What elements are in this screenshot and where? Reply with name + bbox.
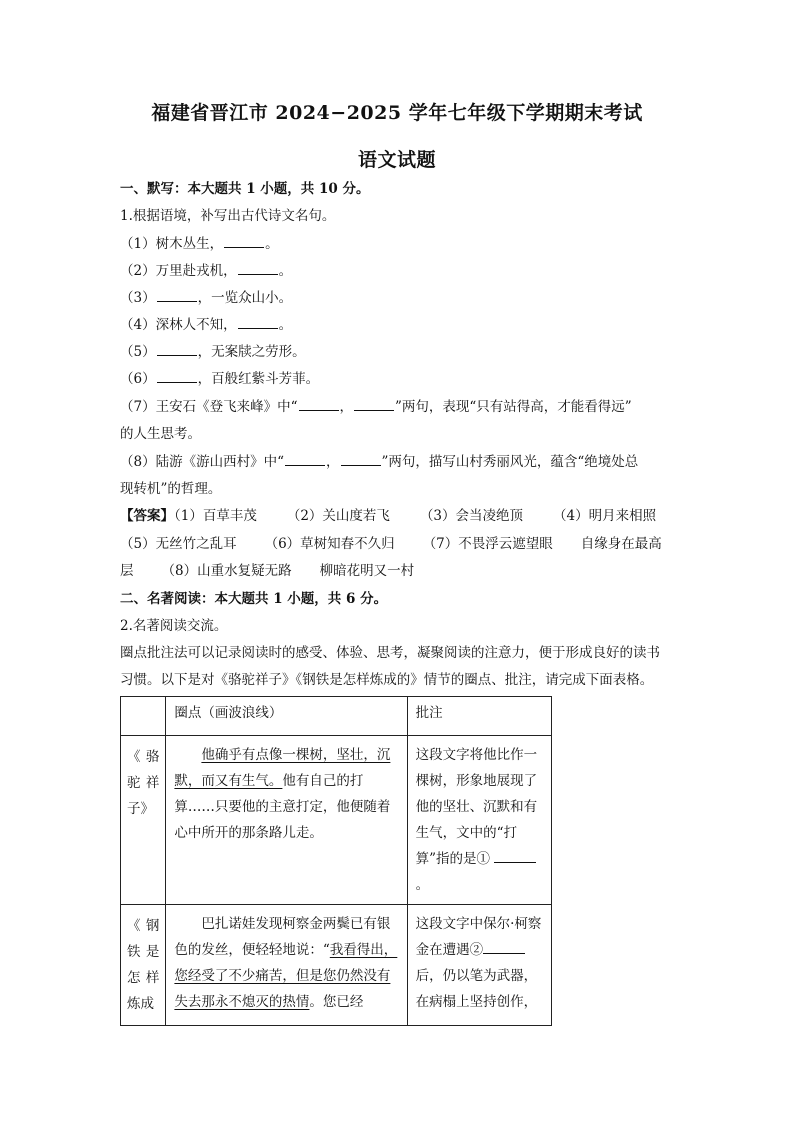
annotation-text: 后，仍以笔为武器，在病榻上坚持创作， (415, 968, 538, 1010)
q1-item-6 (120, 370, 319, 388)
answer-blank (157, 370, 197, 383)
marking-cell (166, 905, 407, 1026)
header-cell-annotation: 批注 (407, 697, 551, 736)
answer-item: （5）无丝竹之乱耳 (120, 536, 237, 552)
section1-heading: 一、默写：本大题共 1 小题，共 10 分。 (120, 181, 370, 197)
item-text: （7）王安石《登飞来峰》中“ (120, 399, 298, 415)
answer-blank (354, 398, 394, 411)
q1-prompt: 1.根据语境，补写出古代诗文名句。 (120, 208, 336, 224)
annotation-cell (407, 905, 551, 1026)
item-text: ， (326, 454, 340, 470)
item-text: （5） (120, 344, 156, 360)
answer-item: 层 (120, 563, 134, 579)
header-cell-empty (121, 697, 166, 736)
answer-blank (157, 289, 197, 302)
item-text: （1）树木丛生， (120, 236, 224, 252)
annotation-table (120, 696, 552, 1026)
table-row (121, 736, 552, 905)
answer-item: （6）草树知春不久归 (264, 536, 395, 552)
item-text: （4）深林人不知， (120, 317, 237, 333)
item-text: ， (339, 399, 353, 415)
answer-blank (341, 453, 381, 466)
answer-blank (224, 235, 264, 248)
answer-blank (238, 316, 278, 329)
annotation-text: 这段文字中保尔·柯察金在遭遇② (415, 916, 542, 958)
book-title-cell: 《钢铁是怎样炼成 (121, 905, 166, 1026)
q1-item-7-cont: 的人生思考。 (120, 426, 201, 442)
quote-plain: 巴扎诺娃发现柯察金两鬓已有银色的发丝，便轻轻地说：“ (174, 916, 391, 958)
q2-prompt: 2.名著阅读交流。 (120, 618, 228, 634)
item-text: 。 (278, 317, 293, 333)
answer-blank (483, 939, 525, 954)
answer-item: 自缘身在最高 (580, 536, 662, 552)
annotation-text: 。 (415, 877, 430, 893)
table-row (121, 905, 552, 1026)
marking-text (174, 742, 398, 846)
answer-line-1 (120, 507, 656, 525)
q1-item-5 (120, 343, 306, 361)
q2-paragraph-line-2: 习惯。以下是对《骆驼祥子》《钢铁是怎样炼成的》情节的圈点、批注，请完成下面表格。 (120, 672, 654, 688)
item-text: ，一览众山小。 (197, 290, 293, 306)
annotation-text: 这段文字将他比作一棵树，形象地展现了他的坚壮、沉默和有生气，文中的“打算”指的是① (415, 747, 538, 867)
answer-item: （7）不畏浮云遮望眼 (422, 536, 553, 552)
answer-blank (238, 262, 278, 275)
answer-item: （3）会当凌绝顶 (419, 508, 524, 524)
q1-item-8-cont: 现转机”的哲理。 (120, 481, 222, 497)
q1-item-7 (120, 398, 632, 416)
q1-item-4 (120, 316, 292, 334)
answer-blank (299, 398, 339, 411)
q2-paragraph-line-1: 圈点批注法可以记录阅读时的感受、体验、思考，凝聚阅读的注意力，便于形成良好的读书 (120, 645, 660, 661)
q1-item-1 (120, 235, 279, 253)
q1-item-3 (120, 289, 292, 307)
exam-subtitle: 语文试题 (357, 149, 436, 171)
marking-text (174, 911, 398, 1015)
book-title-cell: 《骆驼祥子》 (121, 736, 166, 905)
answer-blank (285, 453, 325, 466)
item-text: ，无案牍之劳形。 (197, 344, 306, 360)
answer-item: （1）百草丰茂 (174, 508, 257, 524)
exam-title: 福建省晋江市 2024−2025 学年七年级下学期期末考试 (151, 102, 643, 124)
underlined-quote: 我看得出，您经受了不少痛苦，但是您仍然没有失去那永不熄灭的热情 (174, 942, 398, 1010)
item-text: ，百般红紫斗芳菲。 (197, 371, 320, 387)
answer-item: （8）山重水复疑无路 (161, 563, 292, 579)
answer-label: 【答案】 (120, 508, 174, 524)
quote-rest: 。您已经 (309, 994, 364, 1010)
answer-item: 柳暗花明又一村 (319, 563, 415, 579)
table-header-row (121, 697, 552, 736)
header-cell-marking: 圈点（画波浪线） (166, 697, 407, 736)
item-text: ”两句，描写山村秀丽风光，蕴含“绝境处总 (381, 454, 639, 470)
q1-item-2 (120, 262, 292, 280)
answer-blank (494, 848, 536, 863)
item-text: 。 (265, 236, 279, 252)
item-text: ”两句，表现“只有站得高，才能看得远” (395, 399, 632, 415)
item-text: （3） (120, 290, 156, 306)
q1-item-8 (120, 453, 638, 471)
section2-heading: 二、名著阅读：本大题共 1 小题，共 6 分。 (120, 591, 388, 607)
item-text: （2）万里赴戎机， (120, 263, 237, 279)
answer-item: （4）明月来相照 (553, 508, 657, 524)
marking-cell (166, 736, 407, 905)
annotation-cell (407, 736, 551, 905)
item-text: 。 (278, 263, 293, 279)
answer-blank (157, 343, 197, 356)
item-text: （6） (120, 371, 156, 387)
item-text: （8）陆游《游山西村》中“ (120, 454, 284, 470)
quote-rest: 他有自己的打算……只要他的主意打定，他便随着心中所开的那条路儿走。 (174, 773, 391, 841)
answer-line-2 (120, 535, 662, 553)
answer-line-3 (120, 562, 414, 580)
answer-item: （2）关山度若飞 (286, 508, 390, 524)
underlined-quote: 他确乎有点像一棵树，坚壮，沉默，而又有生气。 (174, 747, 391, 789)
